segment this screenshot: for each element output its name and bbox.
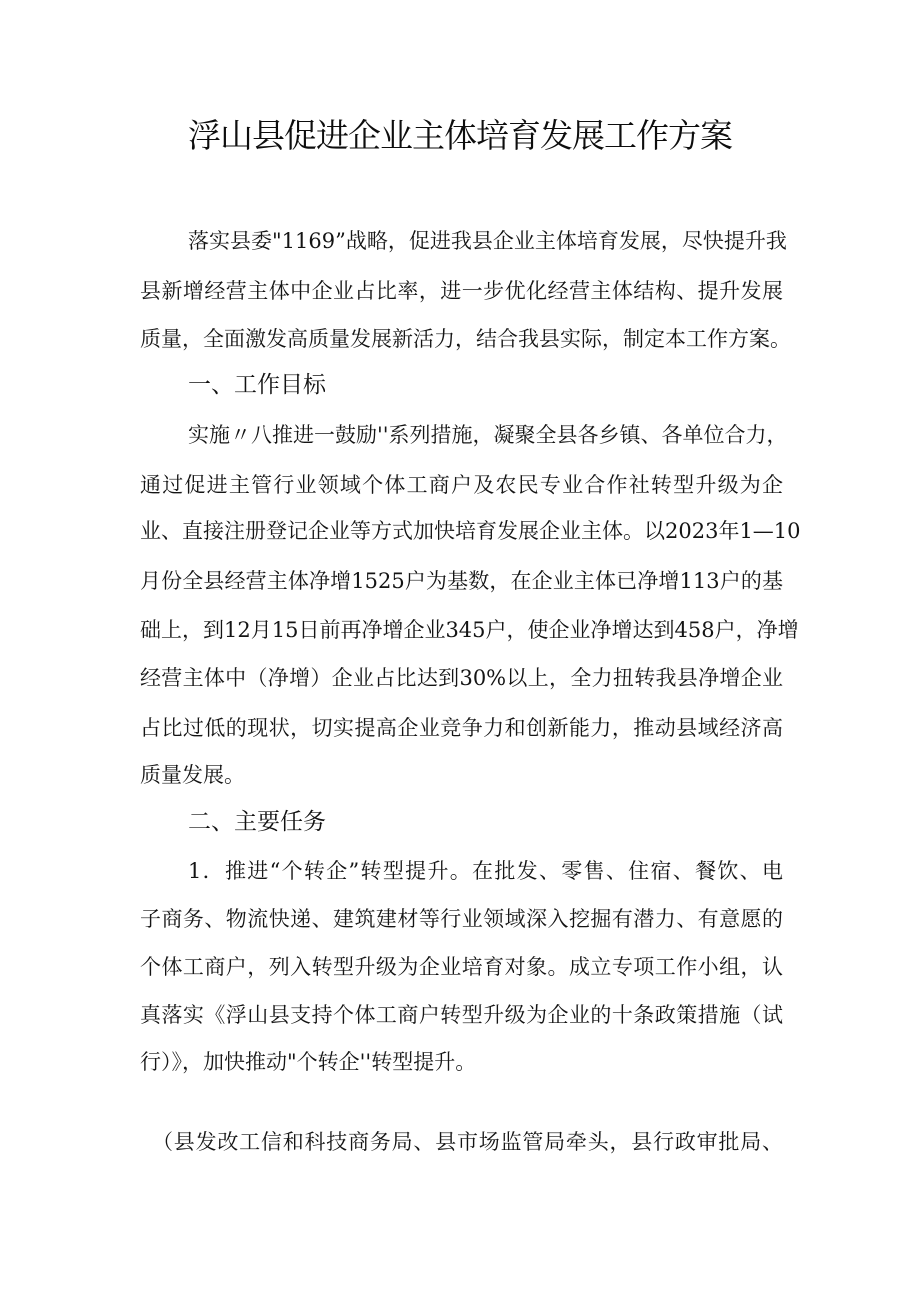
goals-line: 月份全县经营主体净增1525户为基数，在企业主体已净增113户的基 <box>140 569 783 593</box>
goals-line: 占比过低的现状，切实提高企业竞争力和创新能力，推动县域经济高 <box>140 716 783 740</box>
document-title: 浮山县促进企业主体培育发展工作方案 <box>188 116 732 155</box>
tasks-line: 真落实《浮山县支持个体工商户转型升级为企业的十条政策措施（试 <box>140 1003 783 1027</box>
tasks-line: 个体工商户，列入转型升级为企业培育对象。成立专项工作小组，认 <box>140 955 783 979</box>
section-heading-goals: 一、工作目标 <box>188 372 326 398</box>
tasks-line: 1．推进“个转企”转型提升。在批发、零售、住宿、餐饮、电 <box>188 859 783 883</box>
section-heading-tasks: 二、主要任务 <box>188 809 326 835</box>
responsible-departments-note: （县发改工信和科技商务局、县市场监管局牵头，县行政审批局、 <box>152 1130 783 1154</box>
intro-line: 质量，全面激发高质量发展新活力，结合我县实际，制定本工作方案。 <box>140 327 791 351</box>
tasks-line: 行）》，加快推动"个转企''转型提升。 <box>140 1050 477 1074</box>
goals-line: 质量发展。 <box>140 763 245 787</box>
goals-line: 经营主体中（净增）企业占比达到30%以上，全力扭转我县净增企业 <box>140 666 783 690</box>
intro-line: 县新增经营主体中企业占比率，进一步优化经营主体结构、提升发展 <box>140 279 783 303</box>
goals-line: 业、直接注册登记企业等方式加快培育发展企业主体。以2023年1—10 <box>140 519 801 543</box>
goals-line: 础上，到12月15日前再净增企业345户，使企业净增达到458户，净增 <box>140 618 799 642</box>
goals-line: 通过促进主管行业领域个体工商户及农民专业合作社转型升级为企 <box>140 473 783 497</box>
goals-line: 实施〃八推进一鼓励''系列措施，凝聚全县各乡镇、各单位合力， <box>188 423 788 447</box>
intro-line: 落实县委"1169”战略，促进我县企业主体培育发展，尽快提升我 <box>188 229 787 253</box>
tasks-line: 子商务、物流快递、建筑建材等行业领域深入挖掘有潜力、有意愿的 <box>140 907 783 931</box>
